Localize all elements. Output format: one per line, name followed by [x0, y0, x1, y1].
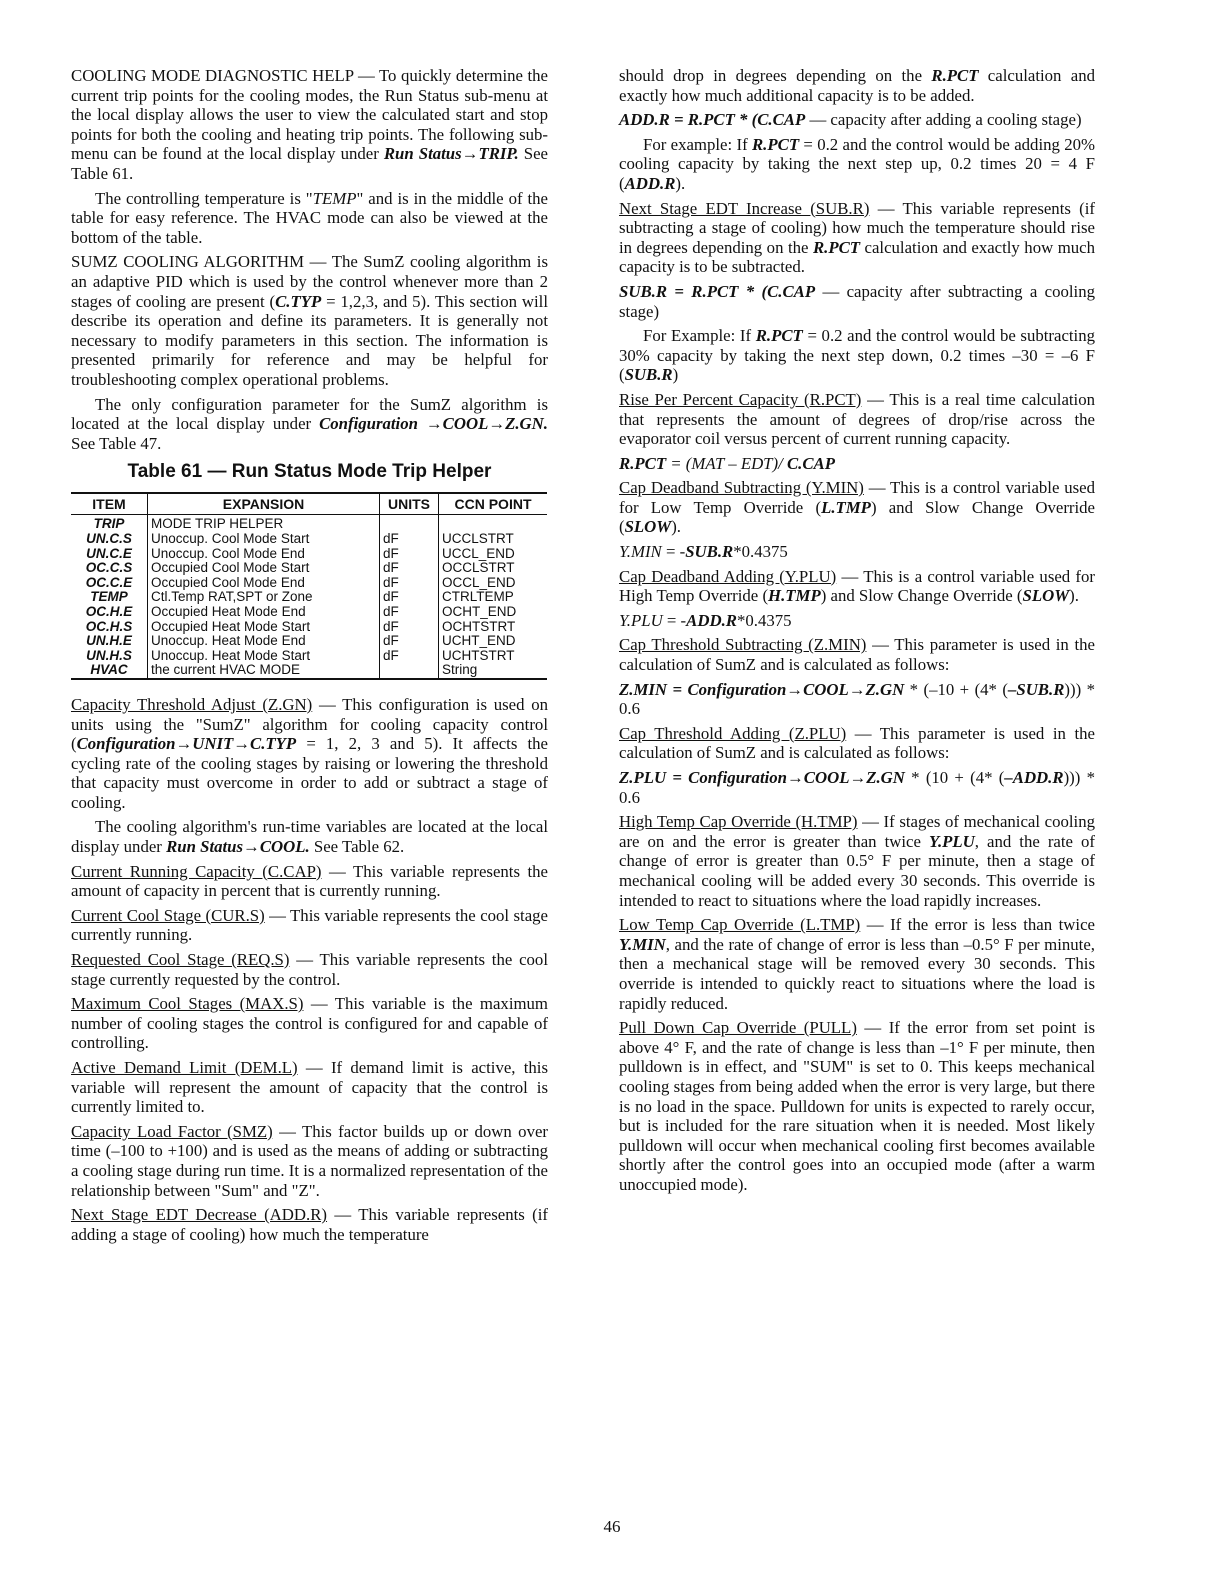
param-heading: Pull Down Cap Override (PULL): [619, 1018, 857, 1038]
table-row: HVAC the current HVAC MODE String: [71, 663, 547, 679]
param-heading: Low Temp Cap Override (L.TMP): [619, 915, 861, 935]
subr-example-paragraph: For Example: If R.PCT = 0.2 and the control would be subtracting 30% capacity by taking the next step down, 0.2 times –30 = –6 F (SUB.R): [619, 326, 1095, 385]
table-header-ccn-point: CCN POINT: [439, 493, 548, 515]
table-row: UN.H.E Unoccup. Heat Mode End dF UCHT_END: [71, 634, 547, 649]
cooling-diagnostic-paragraph: COOLING MODE DIAGNOSTIC HELP — To quickly determine the current trip points for the cooling modes, the Run Status sub-menu at the local display allows the user to view the calculated start and stop points for both the cooling and heating trip points. The following sub-menu can be found at the local display under Run Status→TRIP. See Table 61.: [71, 66, 548, 183]
htmp-paragraph: High Temp Cap Override (H.TMP) — If stages of mechanical cooling are on and the error is greater than twice Y.PLU, and the rate of change of error is greater than 0.5° F per minute, then a stage of mechanical cooling will be added every 30 seconds. This override is intended to react to situations where the load rapidly increases.: [619, 812, 1095, 910]
param-heading: Next Stage EDT Increase (SUB.R): [619, 198, 870, 218]
param-heading: Cap Deadband Adding (Y.PLU): [619, 566, 837, 586]
deml-paragraph: Active Demand Limit (DEM.L) — If demand limit is active, this variable will represent the amount of capacity that the control is currently limited to.: [71, 1058, 548, 1117]
config-param-paragraph: The only configuration parameter for the SumZ algorithm is located at the local display under Configuration →COOL→Z.GN. See Table 47.: [71, 394, 548, 453]
param-heading: Current Cool Stage (CUR.S): [71, 905, 265, 925]
left-column: [71, 66, 548, 1244]
param-heading: Active Demand Limit (DEM.L): [71, 1058, 298, 1077]
param-heading: Rise Per Percent Capacity (R.PCT): [619, 389, 862, 409]
addr-example-paragraph: For example: If R.PCT = 0.2 and the control would be adding 20% cooling capacity by taking the next step up, 0.2 times 20 = 4 F (ADD.R).: [619, 134, 1095, 193]
yplu-paragraph: Cap Deadband Adding (Y.PLU) — This is a control variable used for High Temp Override (H.TMP) and Slow Change Override (SLOW).: [619, 566, 1096, 606]
param-heading: Cap Deadband Subtracting (Y.MIN): [619, 478, 864, 498]
zmin-formula: Z.MIN = Configuration→COOL→Z.GN * (–10 + (4* (–SUB.R))) * 0.6: [619, 679, 1095, 719]
table-row: OC.C.E Occupied Cool Mode End dF OCCL_END: [71, 576, 547, 591]
param-heading: Capacity Load Factor (SMZ): [71, 1121, 273, 1141]
param-heading: Requested Cool Stage (REQ.S): [71, 950, 290, 970]
param-heading: Cap Threshold Subtracting (Z.MIN): [619, 635, 867, 655]
zplu-paragraph: Cap Threshold Adding (Z.PLU) — This parameter is used in the calculation of SumZ and is calculated as follows:: [619, 723, 1095, 763]
table-row: TRIP MODE TRIP HELPER: [71, 517, 547, 532]
rpct-formula: R.PCT = (MAT – EDT)/ C.CAP: [619, 453, 835, 473]
rpct-paragraph: Rise Per Percent Capacity (R.PCT) — This is a real time calculation that represents the amount of degrees of drop/rise across the evaporator coil versus percent of current running capacity.: [619, 389, 1095, 449]
table-row: OC.C.S Occupied Cool Mode Start dF OCCLSTRT: [71, 561, 547, 576]
page-number: 46: [603, 1517, 621, 1536]
threshold-adjust-paragraph: Capacity Threshold Adjust (Z.GN) — This configuration is used on units using the "SumZ" algorithm for cooling capacity control (Configuration→UNIT→C.TYP = 1, 2, 3 and 5). It affects the cycling rate of the cooling stages by raising or lowering the threshold that capacity must overcome in order to add or subtract a stage of cooling.: [71, 694, 548, 812]
table-title: Table 61 — Run Status Mode Trip Helper: [127, 461, 492, 483]
table-header-expansion: EXPANSION: [148, 493, 380, 515]
yplu-formula: Y.PLU = -ADD.R*0.4375: [619, 610, 792, 630]
reqs-paragraph: Requested Cool Stage (REQ.S) — This variable represents the cool stage currently requested by the control.: [71, 950, 548, 989]
right-column: [619, 66, 1095, 1194]
param-heading: Cap Threshold Adding (Z.PLU): [619, 723, 847, 743]
param-heading: Maximum Cool Stages (MAX.S): [71, 994, 304, 1014]
ymin-formula: Y.MIN = -SUB.R*0.4375: [619, 542, 788, 562]
table-row: UN.H.S Unoccup. Heat Mode Start dF UCHTSTRT: [71, 649, 547, 664]
ymin-paragraph: Cap Deadband Subtracting (Y.MIN) — This is a control variable used for Low Temp Override (L.TMP) and Slow Change Override (SLOW).: [619, 478, 1096, 537]
table-row: UN.C.E Unoccup. Cool Mode End dF UCCL_END: [71, 547, 547, 562]
runtime-vars-paragraph: The cooling algorithm's run-time variables are located at the local display under Run Status→COOL. See Table 62.: [71, 817, 548, 857]
curs-paragraph: Current Cool Stage (CUR.S) — This variable represents the cool stage currently running.: [71, 905, 548, 945]
table-row: OC.H.S Occupied Heat Mode Start dF OCHTSTRT: [71, 620, 547, 635]
subr-formula: SUB.R = R.PCT * (C.CAP — capacity after subtracting a cooling stage): [619, 281, 1096, 321]
param-heading: Next Stage EDT Decrease (ADD.R): [71, 1205, 328, 1225]
trip-helper-table: [71, 492, 547, 680]
maxs-paragraph: Maximum Cool Stages (MAX.S) — This variable is the maximum number of cooling stages the control is configured for and capable of controlling.: [71, 994, 548, 1053]
sumz-paragraph: SUMZ COOLING ALGORITHM — The SumZ cooling algorithm is an adaptive PID which is used by the control whenever more than 2 stages of cooling are present (C.TYP = 1,2,3, and 5). This section will describe its operation and define its parameters. It is generally not necessary to modify parameters in this section. The information is presented primarily for reference and may be helpful for troubleshooting complex operational problems.: [71, 252, 549, 389]
subr-paragraph: Next Stage EDT Increase (SUB.R) — This variable represents (if subtracting a stage of cooling) how much the temperature should rise in degrees depending on the R.PCT calculation and exactly how much capacity is to be subtracted.: [619, 198, 1095, 277]
param-heading: Current Running Capacity (C.CAP): [71, 861, 322, 881]
table-row: UN.C.S Unoccup. Cool Mode Start dF UCCLSTRT: [71, 532, 547, 547]
table-row: TEMP Ctl.Temp RAT,SPT or Zone dF CTRLTEMP: [71, 590, 547, 605]
section-heading: COOLING MODE DIAGNOSTIC HELP: [71, 66, 354, 85]
param-heading: High Temp Cap Override (H.TMP): [619, 812, 858, 832]
zplu-formula: Z.PLU = Configuration→COOL→Z.GN * (10 + (4* (–ADD.R))) * 0.6: [619, 768, 1095, 807]
zmin-paragraph: Cap Threshold Subtracting (Z.MIN) — This parameter is used in the calculation of SumZ and is calculated as follows:: [619, 635, 1095, 675]
addr-continued-paragraph: should drop in degrees depending on the R.PCT calculation and exactly how much additional capacity is to be added.: [619, 66, 1095, 105]
table-header-units: UNITS: [380, 493, 439, 515]
addr-paragraph: Next Stage EDT Decrease (ADD.R) — This variable represents (if adding a stage of cooling) how much the temperature: [71, 1205, 548, 1244]
pull-paragraph: Pull Down Cap Override (PULL) — If the error from set point is above 4° F, and the rate of change is less than –1° F per minute, then pulldown is in effect, and "SUM" is set to 0. This keeps mechanical cooling stages from being added when the error is very large, but there is no load in the space. Pulldown for units is expected to rarely occur, but is included for the rare situation when it is needed. Most likely pulldown will occur when mechanical cooling first becomes available shortly after the control goes into an occupied mode (after a warm unoccupied mode).: [619, 1018, 1095, 1194]
ltmp-paragraph: Low Temp Cap Override (L.TMP) — If the error is less than twice Y.MIN, and the rate of change of error is less than –0.5° F per minute, then a mechanical stage will be removed every 30 seconds. This override is intended to quickly react to situations where the load is rapidly reduced.: [619, 915, 1095, 1013]
ccap-paragraph: Current Running Capacity (C.CAP) — This variable represents the amount of capacity in percent that is currently running.: [71, 861, 548, 901]
table-header-item: ITEM: [71, 493, 148, 515]
param-heading: Capacity Threshold Adjust (Z.GN): [71, 694, 313, 714]
addr-formula: ADD.R = R.PCT * (C.CAP — capacity after adding a cooling stage): [619, 110, 1082, 130]
table-row: OC.H.E Occupied Heat Mode End dF OCHT_END: [71, 605, 547, 620]
controlling-temp-paragraph: The controlling temperature is "TEMP" and is in the middle of the table for easy reference. The HVAC mode can also be viewed at the bottom of the table.: [71, 188, 548, 247]
section-heading: SUMZ COOLING ALGORITHM: [71, 252, 305, 272]
smz-paragraph: Capacity Load Factor (SMZ) — This factor builds up or down over time (–100 to +100) and is used as the means of adding or subtracting a cooling stage during run time. It is a normalized representation of the relationship between "Sum" and "Z".: [71, 1121, 548, 1200]
